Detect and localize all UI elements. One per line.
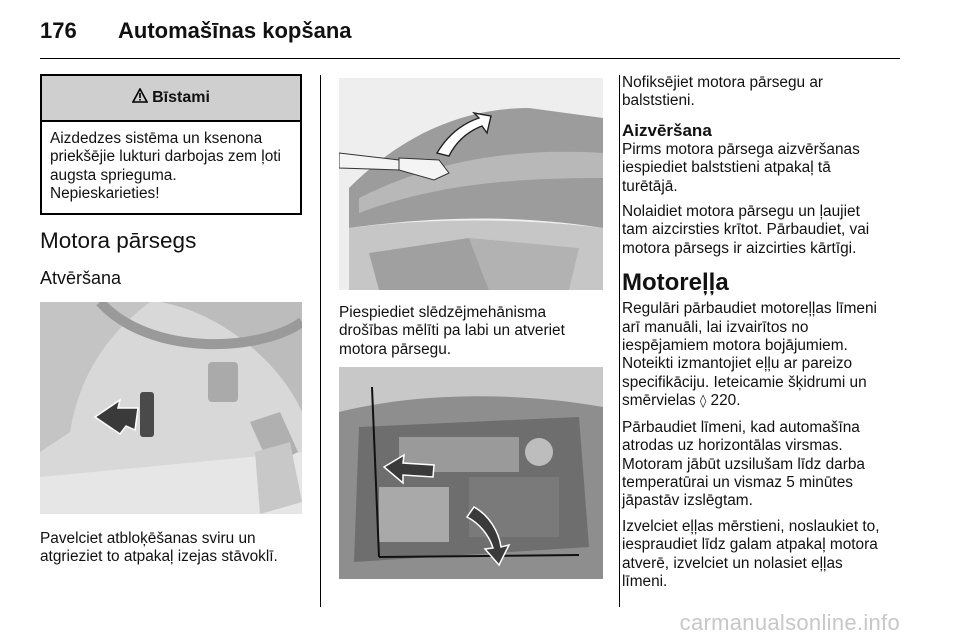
header-rule bbox=[40, 58, 900, 59]
lever-image bbox=[40, 302, 302, 514]
closing-title: Aizvēršana bbox=[622, 120, 712, 140]
text-line: smērvielas bbox=[622, 392, 700, 410]
text-line: iespiediet balststieni atpakaļ tā bbox=[622, 159, 831, 177]
column-divider-2 bbox=[619, 75, 620, 607]
warning-line: Nepieskarieties! bbox=[50, 185, 160, 203]
text-line: Pirms motora pārsega aizvēršanas bbox=[622, 140, 860, 158]
text-line: temperatūrai un vismaz 5 minūtes bbox=[622, 473, 853, 491]
caption-line: Piespiediet slēdzējmehānisma bbox=[339, 304, 547, 321]
text-line: atverē, izvelciet un nolasiet eļļas bbox=[622, 554, 843, 572]
column-middle bbox=[339, 74, 603, 579]
engine-bay-image bbox=[339, 367, 603, 579]
text-line: turētājā. bbox=[622, 177, 678, 195]
page-title: Automašīnas kopšana bbox=[118, 18, 352, 43]
warning-text bbox=[42, 122, 300, 213]
text-line: Nolaidiet motora pārsegu un ļaujiet bbox=[622, 203, 860, 221]
column-right bbox=[622, 74, 904, 598]
column-divider-1 bbox=[320, 75, 321, 607]
text-line: arī manuāli, lai izvairītos no bbox=[622, 318, 809, 336]
text-line: tam aizcirsties krītot. Pārbaudiet, vai bbox=[622, 221, 870, 239]
page-reference-icon: ◊ bbox=[699, 394, 707, 410]
text-line: Pārbaudiet līmeni, kad automašīna bbox=[622, 418, 860, 436]
text-line: Noteikti izmantojiet eļļu ar pareizo bbox=[622, 355, 853, 373]
caption-line: motora pārsegu. bbox=[339, 340, 452, 358]
warning-triangle-icon bbox=[132, 88, 148, 108]
warning-box bbox=[40, 74, 302, 215]
text-line: Motoram jābūt uzsilušam līdz darba bbox=[622, 455, 865, 473]
oil-title: Motoreļļa bbox=[622, 269, 729, 297]
watermark: carmanualsonline.info bbox=[679, 610, 900, 635]
warning-line: Aizdedzes sistēma un ksenona bbox=[50, 130, 263, 147]
text-line: līmeni. bbox=[622, 572, 668, 590]
warning-title: Bīstami bbox=[152, 89, 210, 106]
warning-header bbox=[42, 76, 300, 122]
subsection-title: Atvēršana bbox=[40, 267, 122, 288]
text-line: atrodas uz horizontālas virsmas. bbox=[622, 437, 843, 455]
page-number: 176 bbox=[40, 18, 77, 43]
warning-line: augsta sprieguma. bbox=[50, 166, 177, 184]
text-line: Regulāri pārbaudiet motoreļļas līmeni bbox=[622, 300, 877, 318]
caption-line: atgrieziet to atpakaļ izejas stāvoklī. bbox=[40, 548, 278, 566]
warning-line: priekšējie lukturi darbojas zem ļoti bbox=[50, 148, 281, 166]
caption-line: drošības mēlīti pa labi un atveriet bbox=[339, 322, 565, 340]
column-left bbox=[40, 74, 302, 573]
text-line: motora pārsegs ir aizcirties kārtīgi. bbox=[622, 239, 857, 257]
caption-line: Pavelciet atbloķēšanas sviru un bbox=[40, 529, 256, 547]
bonnet-release-image bbox=[339, 78, 603, 290]
text-line: iespraudiet līdz galam atpakaļ motora bbox=[622, 536, 878, 554]
page-reference[interactable]: 220. bbox=[706, 392, 741, 410]
text-line: specifikāciju. Ieteicamie šķidrumi un bbox=[622, 373, 867, 391]
text-line: iespējamiem motora bojājumiem. bbox=[622, 337, 848, 355]
text-line: Izvelciet eļļas mērstieni, noslaukiet to, bbox=[622, 517, 880, 535]
intro-line: Nofiksējiet motora pārsegu ar bbox=[622, 74, 824, 91]
page-header bbox=[40, 18, 352, 48]
text-line: jāpastāv izslēgtam. bbox=[622, 492, 753, 510]
section-title: Motora pārsegs bbox=[40, 227, 197, 253]
intro-line: balststieni. bbox=[622, 92, 695, 110]
